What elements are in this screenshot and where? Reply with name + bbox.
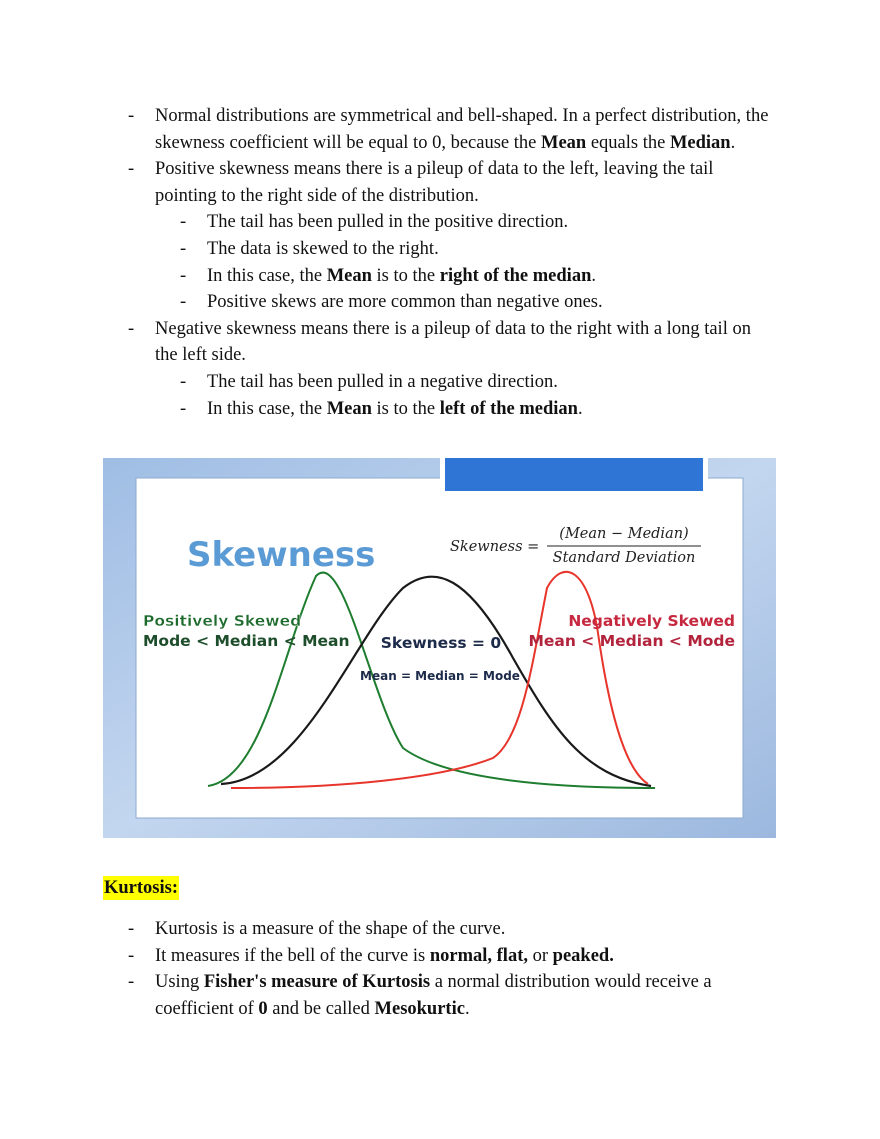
bold-text: Mesokurtic xyxy=(374,998,465,1019)
bullet-dash: - xyxy=(128,159,135,180)
text: or xyxy=(527,945,553,966)
formula-lhs: Skewness = xyxy=(450,539,540,555)
text: . xyxy=(464,998,470,1019)
text: Normal distributions are symmetrical and bell-shaped. In a perfect distribution, the skewness coefficient will be equal to 0, because the xyxy=(155,106,769,153)
bold-text: normal, flat, xyxy=(429,945,528,966)
bullet-dash: - xyxy=(180,212,187,233)
figure-tab xyxy=(445,458,703,491)
sub-list-item xyxy=(0,289,767,316)
text: The tail has been pulled in a negative direction. xyxy=(207,371,558,392)
list-item xyxy=(0,943,775,970)
text: Negative skewness means there is a pileup of data to the right with a long tail on the left side. xyxy=(155,318,751,366)
text: a normal distribution would receive a coefficient of xyxy=(155,972,712,1019)
kurtosis-heading: Kurtosis: xyxy=(104,878,178,898)
text: Using xyxy=(155,972,204,993)
positive-skew-order: Mode < Median < Mean xyxy=(143,632,350,650)
skewness-bullet-list xyxy=(0,103,880,422)
skewness-title: Skewness xyxy=(187,535,376,575)
text: equals the xyxy=(586,132,670,153)
skewness-zero-label: Skewness = 0 xyxy=(380,634,502,652)
text: The data is skewed to the right. xyxy=(207,238,439,259)
text: Positive skewness means there is a pileup of data to the left, leaving the tail pointing to the right side of the distribution. xyxy=(155,159,714,206)
bullet-dash: - xyxy=(180,371,187,392)
bold-text: Mean xyxy=(326,398,372,419)
positive-skew-label: Positively Skewed xyxy=(143,612,302,630)
bullet-dash: - xyxy=(128,945,135,966)
text: The tail has been pulled in the positive direction. xyxy=(207,212,569,233)
bullet-dash: - xyxy=(128,318,135,339)
text: Positive skews are more common than negative ones. xyxy=(207,292,603,313)
bullet-dash: - xyxy=(180,398,187,419)
skewness-diagram xyxy=(103,458,776,838)
negative-skew-order: Mean < Median < Mode xyxy=(528,632,735,650)
bold-text: Fisher's measure of Kurtosis xyxy=(203,972,431,993)
bold-text: Median xyxy=(669,132,731,153)
text: is to the xyxy=(371,265,440,286)
list-item xyxy=(0,969,775,1022)
bold-text: left of the median xyxy=(439,398,578,419)
negative-skew-label: Negatively Skewed xyxy=(568,612,735,630)
bold-text: 0 xyxy=(258,998,268,1019)
formula-denominator: Standard Deviation xyxy=(552,550,696,566)
list-item xyxy=(0,103,775,156)
list-item xyxy=(0,156,775,209)
text: . xyxy=(591,265,596,286)
text: and be called xyxy=(267,998,375,1019)
bold-text: Mean xyxy=(540,132,587,153)
formula-numerator: (Mean − Median) xyxy=(559,526,689,542)
bold-text: Mean xyxy=(326,265,372,286)
bold-text: peaked. xyxy=(552,945,614,966)
list-item xyxy=(0,316,775,369)
text: In this case, the xyxy=(207,398,327,419)
text: . xyxy=(577,398,583,419)
bullet-dash: - xyxy=(180,265,187,286)
sub-list-item xyxy=(0,236,767,263)
skewness-figure xyxy=(103,458,776,838)
text: In this case, the xyxy=(207,265,327,286)
list-item xyxy=(0,916,775,943)
text: It measures if the bell of the curve is xyxy=(155,945,430,966)
bold-text: right of the median xyxy=(439,265,592,286)
bullet-dash: - xyxy=(128,919,135,939)
text: is to the xyxy=(371,398,440,419)
text: Kurtosis is a measure of the shape of the curve. xyxy=(155,919,506,939)
sub-list-item xyxy=(0,263,767,290)
mean-median-mode-label: Mean = Median = Mode xyxy=(360,669,520,683)
bullet-dash: - xyxy=(180,292,187,313)
bullet-dash: - xyxy=(180,238,187,259)
text: . xyxy=(730,132,736,153)
sub-list-item xyxy=(0,369,767,396)
kurtosis-bullet-list xyxy=(0,916,880,1022)
sub-list-item xyxy=(0,209,767,236)
bullet-dash: - xyxy=(128,972,135,993)
sub-list-item xyxy=(0,396,767,423)
bullet-dash: - xyxy=(128,106,135,126)
